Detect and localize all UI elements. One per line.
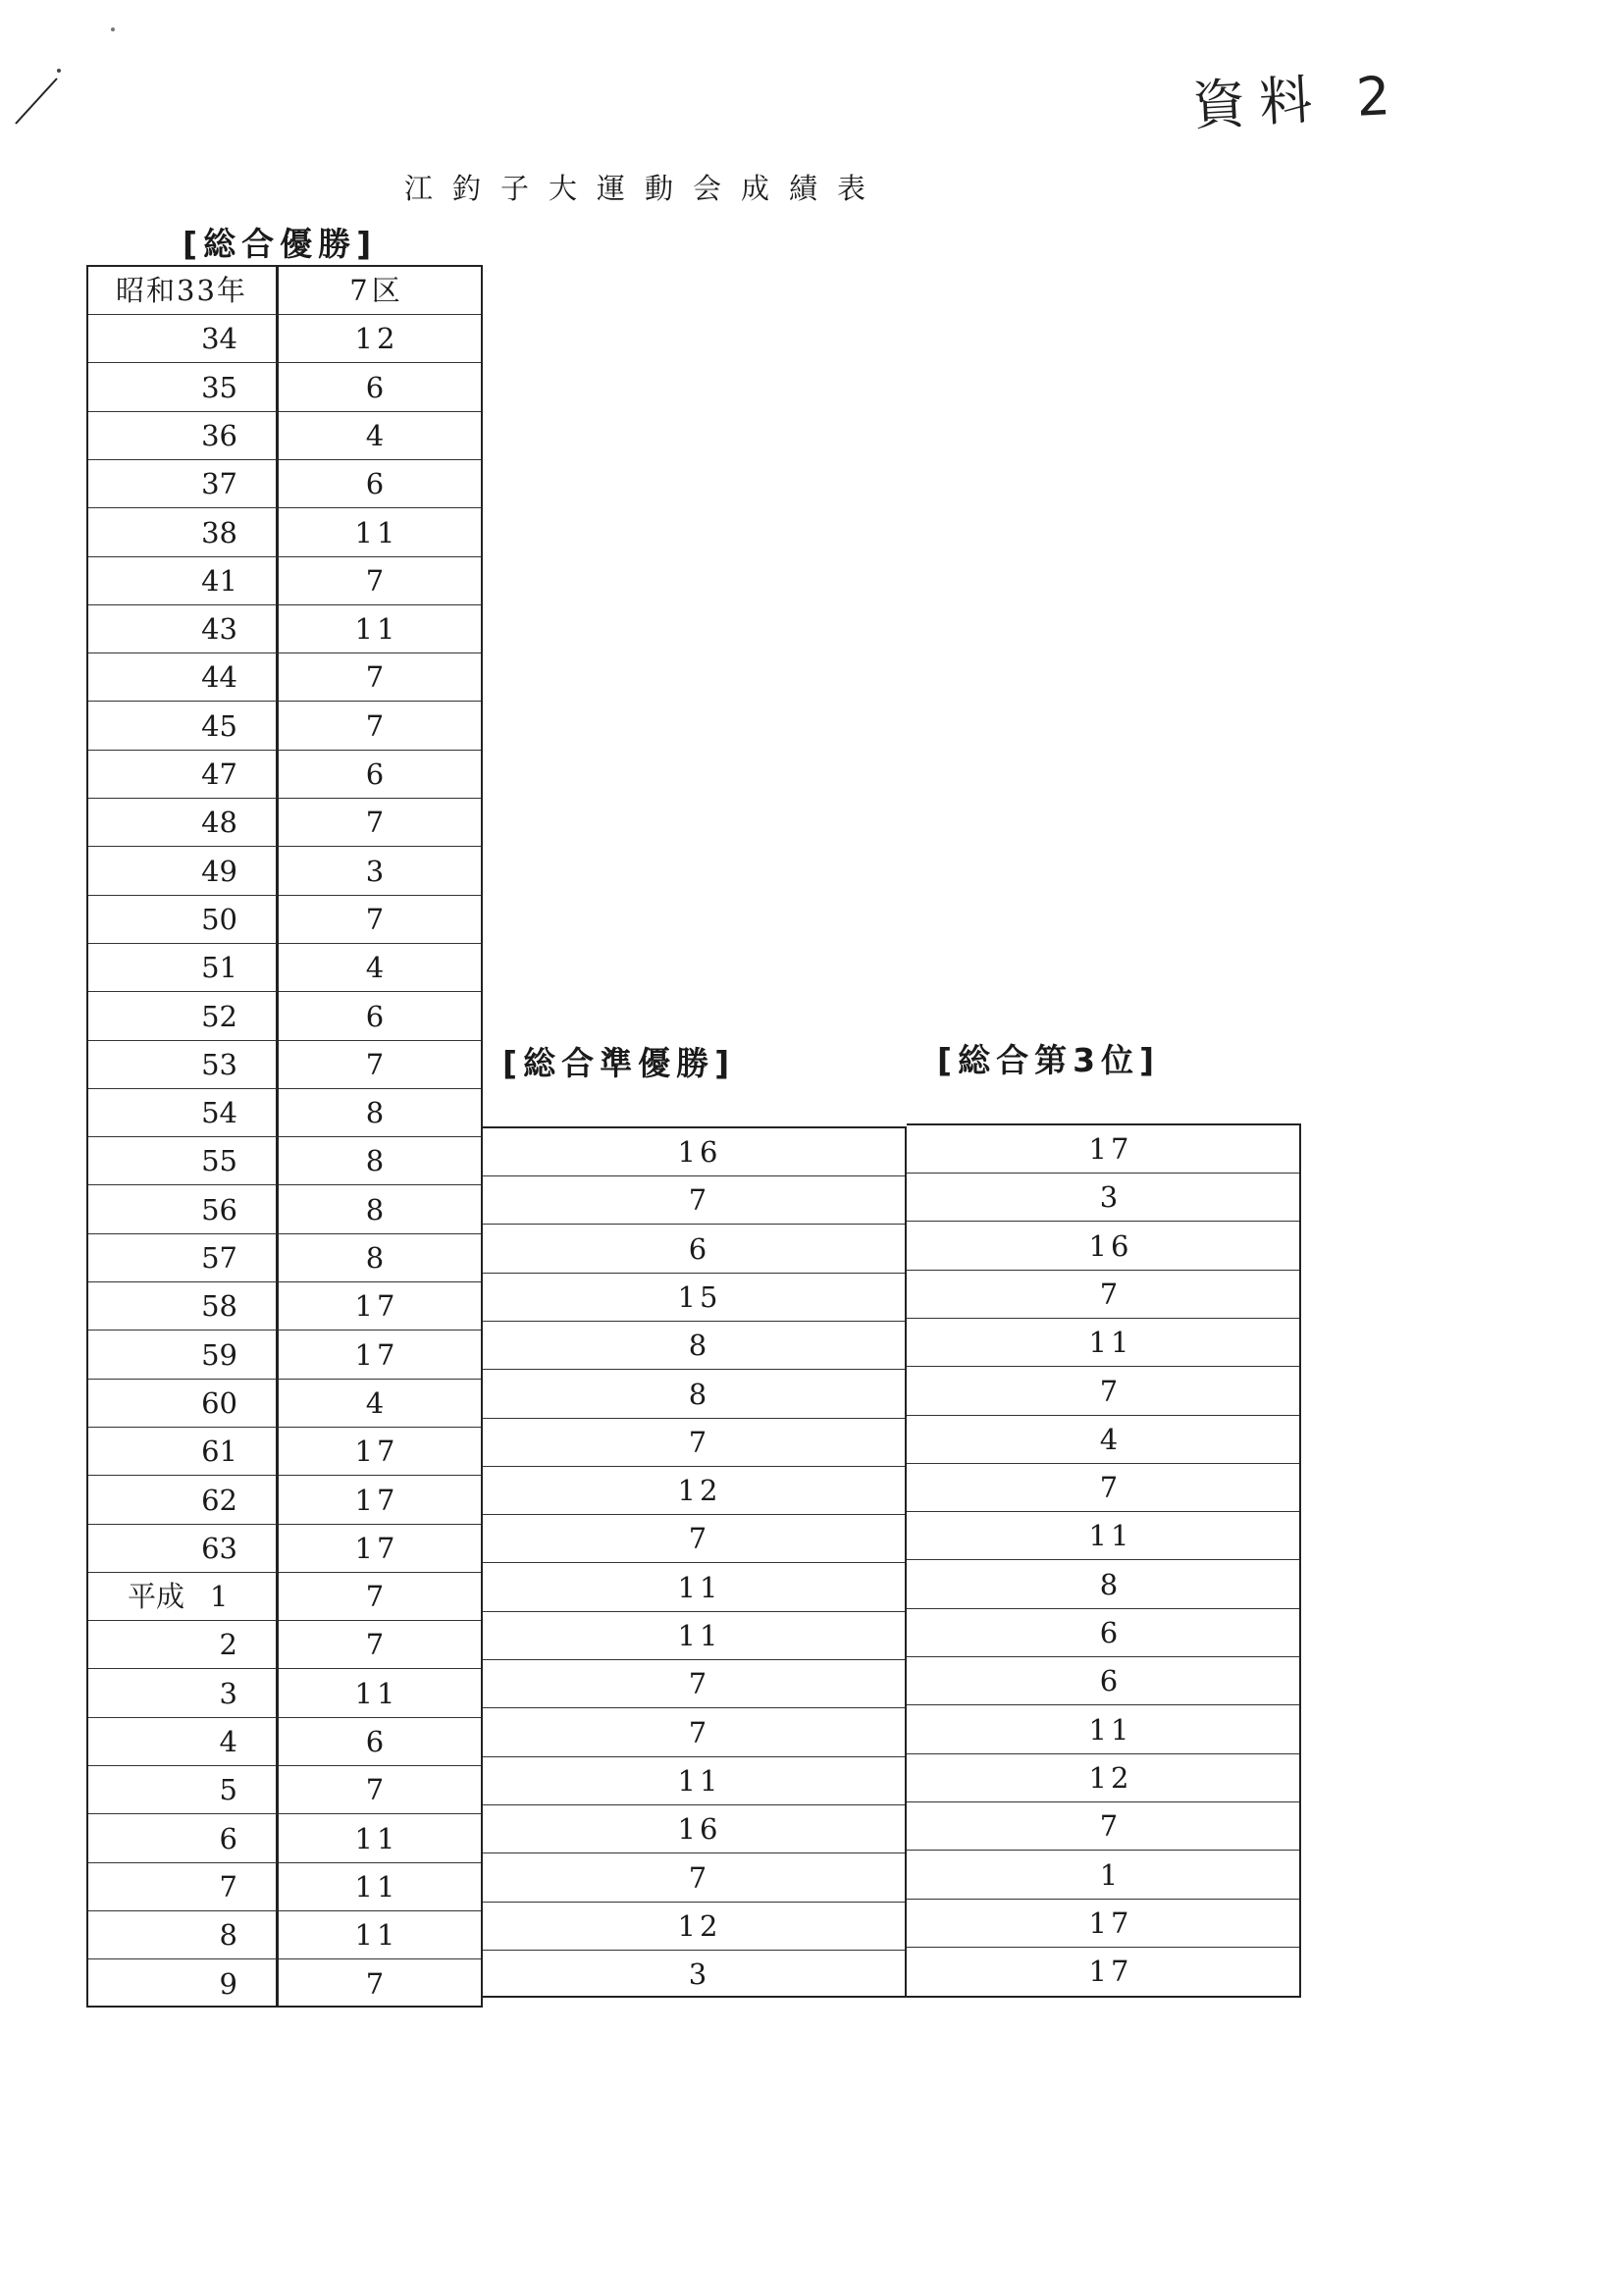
document-title: 江釣子大運動会成績表 <box>404 172 886 205</box>
year-cell: 34 <box>88 315 277 363</box>
third-place-district-cell: 6 <box>907 1657 1299 1705</box>
pen-stroke-mark <box>12 63 71 131</box>
champion-district-cell: 8 <box>279 1186 481 1234</box>
third-place-district-cell: 16 <box>907 1223 1299 1271</box>
third-place-district-cell: 4 <box>907 1416 1299 1464</box>
runner-up-district-cell: 12 <box>483 1467 905 1515</box>
year-cell: 50 <box>88 896 277 944</box>
year-cell: 51 <box>88 944 277 992</box>
champion-district-cell: 7 <box>279 1041 481 1089</box>
champion-district-cell: 6 <box>279 751 481 799</box>
champion-district-cell: 11 <box>279 1670 481 1718</box>
year-cell: 49 <box>88 848 277 896</box>
runner-up-column <box>483 1126 907 1998</box>
third-place-district-cell: 8 <box>907 1561 1299 1609</box>
year-cell: 3 <box>88 1670 277 1718</box>
champion-district-cell: 7 <box>279 653 481 702</box>
runner-up-district-cell: 7 <box>483 1854 905 1903</box>
year-cell: 7 <box>88 1863 277 1911</box>
champion-district-cell: 8 <box>279 1137 481 1185</box>
year-cell: 56 <box>88 1186 277 1234</box>
third-place-district-cell: 7 <box>907 1271 1299 1319</box>
champion-district-cell: 4 <box>279 944 481 992</box>
year-cell <box>88 1573 277 1621</box>
champion-column <box>279 265 483 2008</box>
champion-district-cell: 6 <box>279 460 481 508</box>
third-place-district-cell: 11 <box>907 1706 1299 1754</box>
runner-up-district-cell: 11 <box>483 1612 905 1660</box>
year-cell: 62 <box>88 1477 277 1525</box>
year-cell: 59 <box>88 1331 277 1380</box>
third-place-district-cell: 17 <box>907 1125 1299 1174</box>
champion-district-cell: 17 <box>279 1282 481 1331</box>
year-cell: 6 <box>88 1815 277 1863</box>
champion-district-cell: 7 <box>279 557 481 605</box>
year-cell: 昭和33年 <box>88 267 277 315</box>
year-cell: 53 <box>88 1041 277 1089</box>
year-cell: 55 <box>88 1137 277 1185</box>
champion-district-cell: 7 <box>365 1967 389 2001</box>
year-cell: 52 <box>88 993 277 1041</box>
runner-up-district-cell: 7 <box>483 1660 905 1708</box>
third-place-district-cell: 1 <box>907 1852 1299 1900</box>
champion-district-cell: 4 <box>279 1380 481 1428</box>
third-place-district-cell: 3 <box>907 1174 1299 1222</box>
year-column <box>86 265 279 2008</box>
champion-district-cell: 7 <box>279 896 481 944</box>
champion-district-cell: 7 <box>279 1621 481 1669</box>
runner-up-district-cell: 16 <box>483 1128 905 1176</box>
champion-district-cell: 6 <box>279 364 481 412</box>
year-cell: 61 <box>88 1428 277 1476</box>
scan-speck <box>111 27 115 31</box>
year-cell: 54 <box>88 1089 277 1137</box>
year-cell: 37 <box>88 460 277 508</box>
third-place-district-cell: 17 <box>907 1900 1299 1948</box>
runner-up-header: [総合準優勝] <box>502 1044 736 1082</box>
year-cell: 43 <box>88 605 277 653</box>
champion-district-cell: 11 <box>279 509 481 557</box>
champion-district-cell: 12 <box>279 315 481 363</box>
runner-up-district-cell: 7 <box>483 1709 905 1757</box>
runner-up-district-cell: 15 <box>483 1274 905 1322</box>
third-place-district-cell: 11 <box>907 1319 1299 1367</box>
champion-district-cell: 7区 <box>279 267 481 315</box>
champion-district-cell: 11 <box>279 1911 481 1959</box>
runner-up-district-cell: 3 <box>688 1957 711 1991</box>
year-cell: 4 <box>88 1718 277 1766</box>
champion-district-cell: 11 <box>279 605 481 653</box>
year-cell: 8 <box>88 1911 277 1959</box>
third-place-district-cell: 17 <box>1088 1955 1133 1988</box>
champion-district-cell: 6 <box>279 993 481 1041</box>
runner-up-district-cell: 12 <box>483 1903 905 1951</box>
champion-district-cell: 7 <box>279 703 481 751</box>
champion-district-cell: 8 <box>279 1089 481 1137</box>
champion-header: [総合優勝] <box>183 225 378 263</box>
champion-district-cell: 11 <box>279 1863 481 1911</box>
third-place-district-cell: 11 <box>907 1512 1299 1560</box>
runner-up-district-cell: 7 <box>483 1515 905 1563</box>
champion-district-cell: 6 <box>279 1718 481 1766</box>
runner-up-district-cell: 11 <box>483 1757 905 1805</box>
third-place-header: [総合第3位] <box>937 1041 1161 1079</box>
runner-up-district-cell: 16 <box>483 1805 905 1853</box>
year-cell: 41 <box>88 557 277 605</box>
year-value: 1 <box>210 1580 229 1613</box>
third-place-district-cell: 12 <box>907 1754 1299 1802</box>
champion-district-cell: 3 <box>279 848 481 896</box>
champion-district-cell: 7 <box>279 799 481 847</box>
year-cell: 2 <box>88 1621 277 1669</box>
third-place-district-cell: 7 <box>907 1368 1299 1416</box>
champion-district-cell: 8 <box>279 1234 481 1282</box>
champion-district-cell: 17 <box>279 1525 481 1573</box>
era-name: 平成 <box>128 1580 185 1613</box>
runner-up-district-cell: 6 <box>483 1226 905 1274</box>
champion-district-cell: 17 <box>279 1331 481 1380</box>
third-place-district-cell: 7 <box>907 1802 1299 1851</box>
year-cell: 36 <box>88 412 277 460</box>
year-cell: 38 <box>88 509 277 557</box>
runner-up-district-cell: 8 <box>483 1371 905 1419</box>
runner-up-district-cell: 7 <box>483 1419 905 1467</box>
handwritten-document-label: 資料 2 <box>1190 64 1406 137</box>
year-cell: 58 <box>88 1282 277 1331</box>
year-cell: 35 <box>88 364 277 412</box>
year-cell: 44 <box>88 653 277 702</box>
third-place-column <box>907 1123 1301 1998</box>
runner-up-district-cell: 8 <box>483 1322 905 1370</box>
runner-up-district-cell: 7 <box>483 1176 905 1225</box>
year-cell: 48 <box>88 799 277 847</box>
third-place-district-cell: 6 <box>907 1609 1299 1657</box>
champion-district-cell: 7 <box>279 1766 481 1814</box>
year-cell: 60 <box>88 1380 277 1428</box>
champion-district-cell: 17 <box>279 1477 481 1525</box>
champion-district-cell: 17 <box>279 1428 481 1476</box>
year-cell: 5 <box>88 1766 277 1814</box>
runner-up-district-cell: 11 <box>483 1564 905 1612</box>
champion-district-cell: 4 <box>279 412 481 460</box>
third-place-district-cell: 7 <box>907 1464 1299 1512</box>
year-cell: 63 <box>88 1525 277 1573</box>
year-cell: 9 <box>219 1967 237 2001</box>
champion-district-cell: 7 <box>279 1573 481 1621</box>
year-cell: 47 <box>88 751 277 799</box>
year-cell: 57 <box>88 1234 277 1282</box>
year-cell: 45 <box>88 703 277 751</box>
champion-district-cell: 11 <box>279 1815 481 1863</box>
